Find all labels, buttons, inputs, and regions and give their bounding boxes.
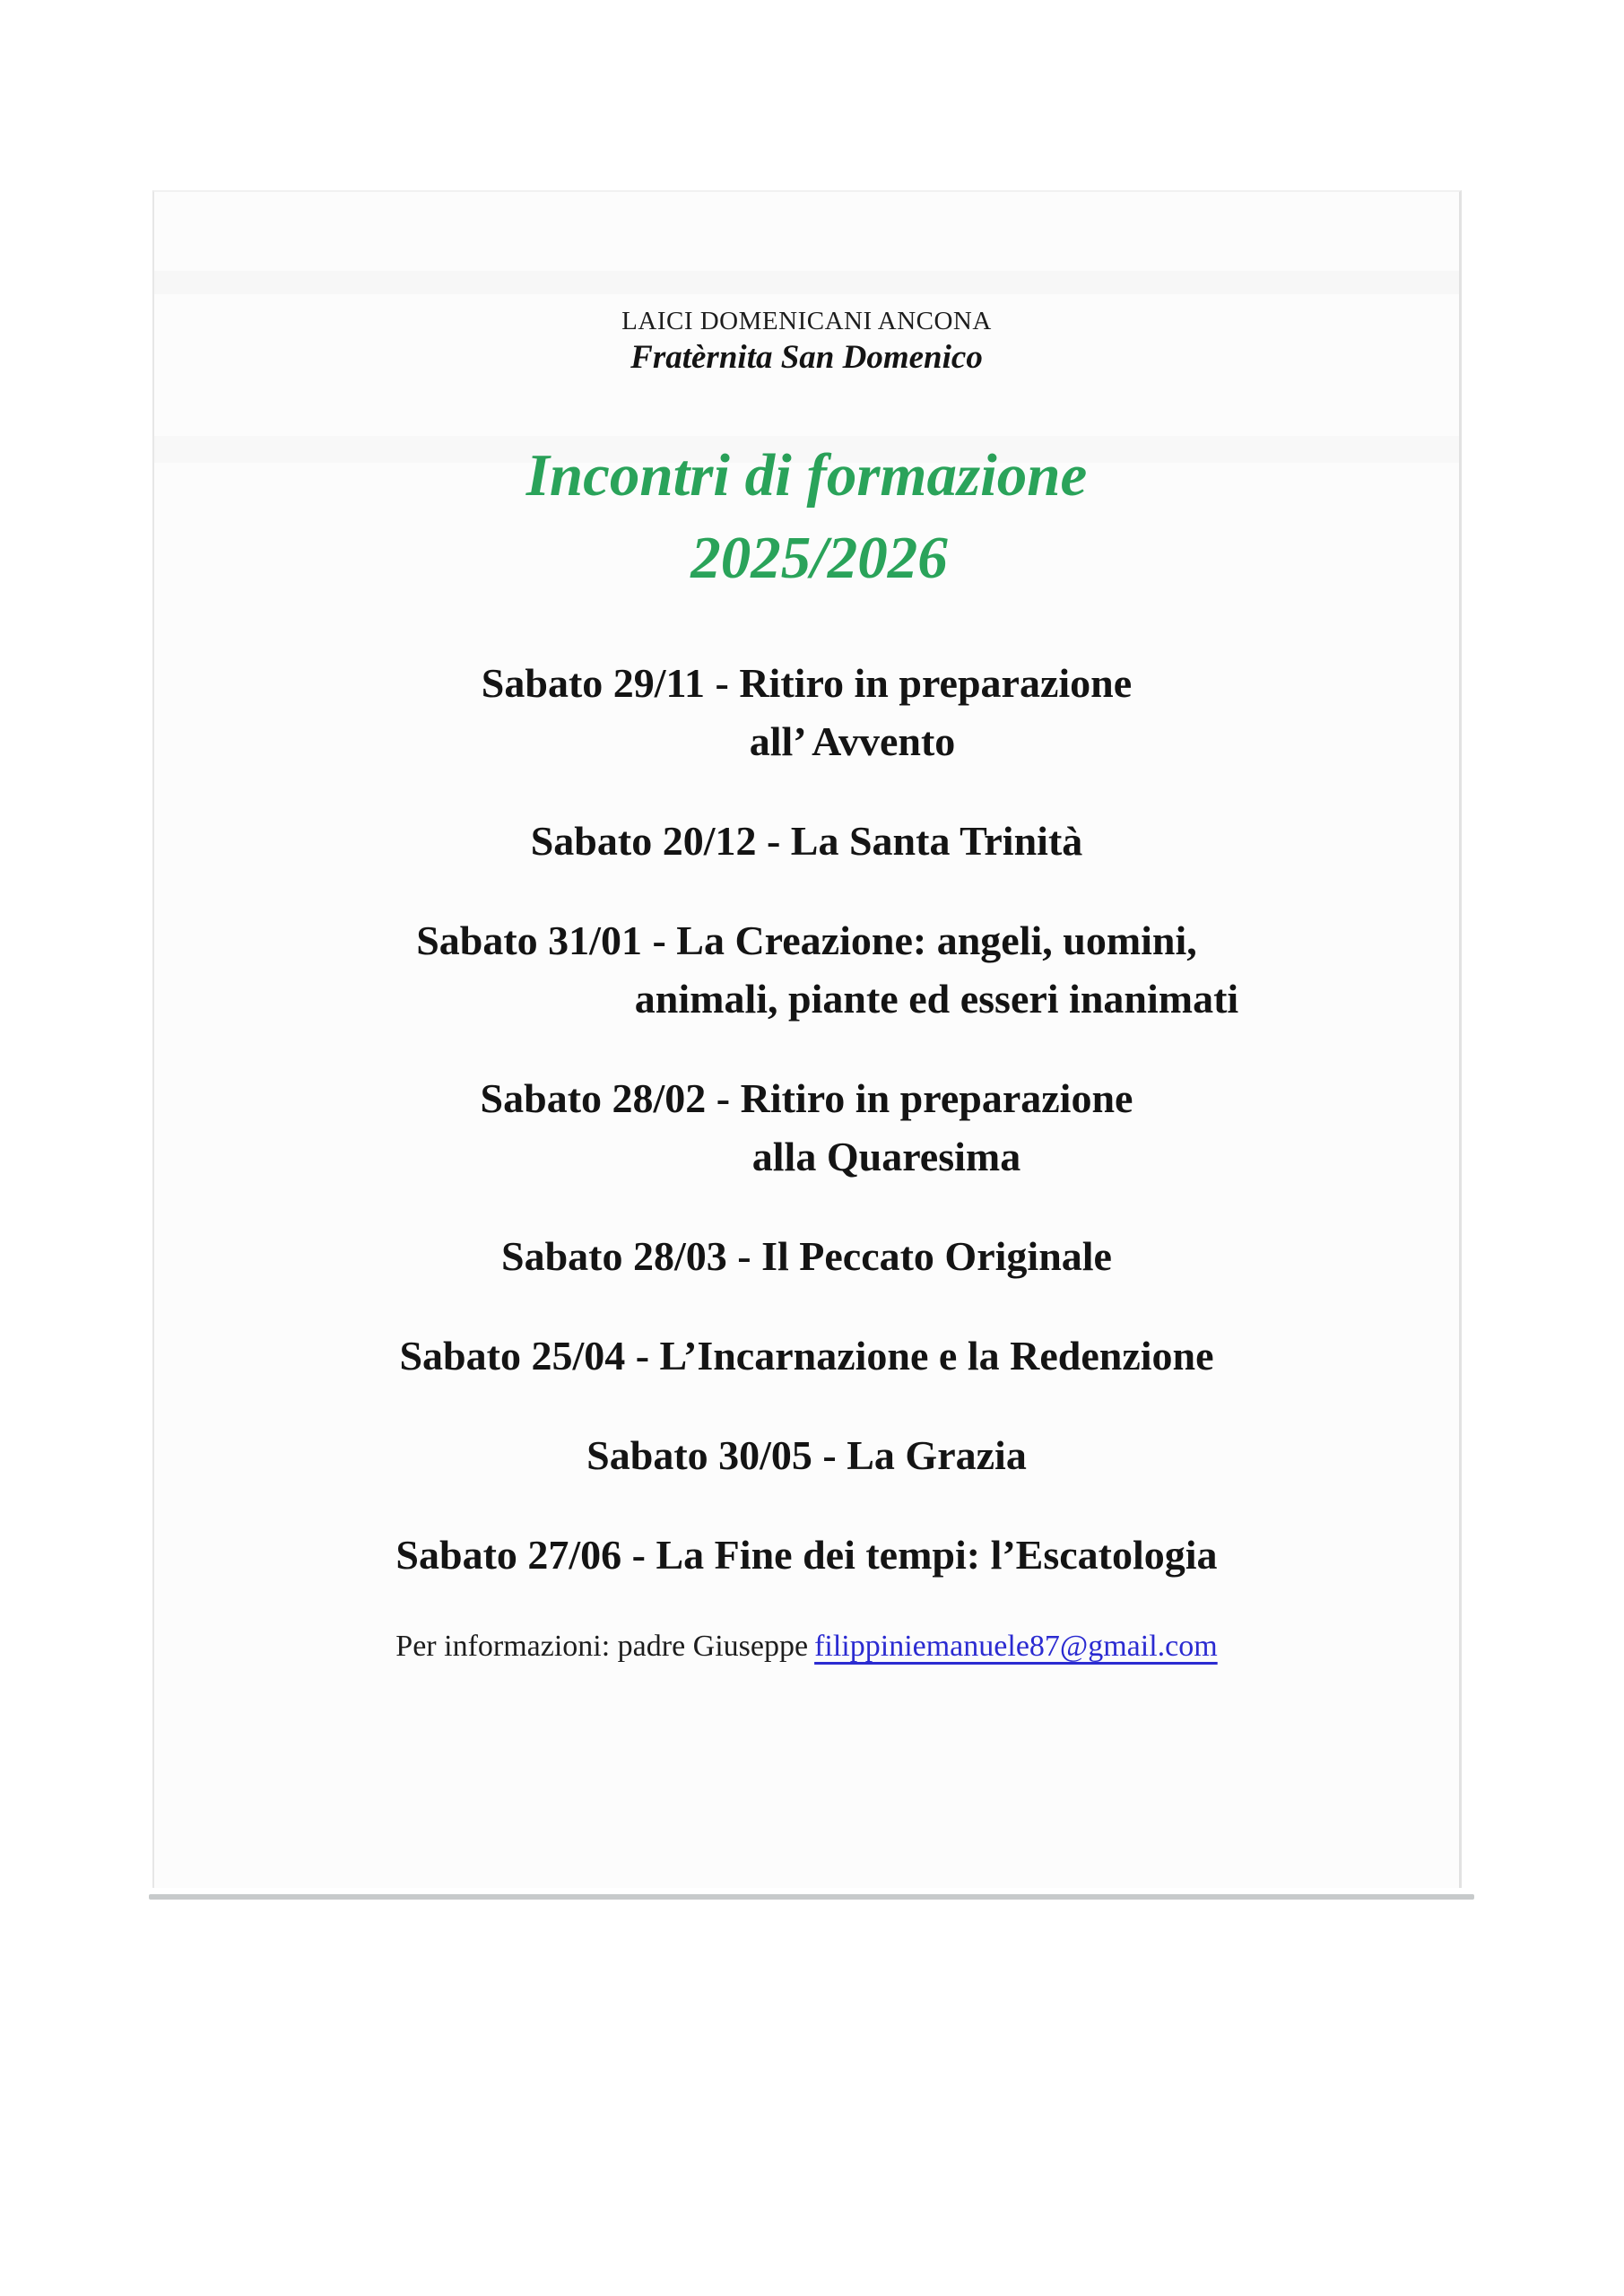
event-line2: animali, piante ed esseri inanimati [634,976,1239,1022]
event-entry [154,812,1459,870]
event-line1: Sabato 29/11 - Ritiro in preparazione [481,660,1133,706]
event-line1: Sabato 31/01 - La Creazione: angeli, uomini, [416,918,1197,963]
title-year-range: 2025/2026 [690,525,948,591]
flyer-header [154,192,1459,378]
events-list [154,654,1459,1584]
event-line1: Sabato 27/06 - La Fine dei tempi: l’Escatologia [395,1532,1218,1578]
event-entry [154,1326,1459,1385]
page-title [154,434,1459,599]
event-line2: all’ Avvento [749,718,956,764]
contact-text: Per informazioni: padre Giuseppe [395,1630,809,1663]
event-line1: Sabato 30/05 - La Grazia [586,1432,1027,1478]
event-entry [154,1426,1459,1484]
title-line1: Incontri di formazione [525,442,1088,509]
fraternity-name: Fratèrnita San Domenico [630,339,983,376]
contact-line [154,1625,1459,1668]
event-line1: Sabato 28/02 - Ritiro in preparazione [480,1075,1133,1121]
event-entry [154,1526,1459,1584]
organization-name: LAICI DOMENICANI ANCONA [621,307,992,335]
page-bottom-shadow [149,1894,1474,1900]
event-entry [154,911,1459,1028]
event-line1: Sabato 28/03 - Il Peccato Originale [501,1233,1112,1279]
event-line2: alla Quaresima [751,1134,1021,1179]
event-entry [154,1227,1459,1285]
event-entry [154,654,1459,770]
event-line1: Sabato 20/12 - La Santa Trinità [530,818,1083,864]
event-entry [154,1069,1459,1186]
email-link[interactable]: filippiniemanuele87@gmail.com [814,1630,1218,1663]
flyer-page [152,190,1462,1888]
event-line1: Sabato 25/04 - L’Incarnazione e la Redenzione [399,1333,1214,1378]
